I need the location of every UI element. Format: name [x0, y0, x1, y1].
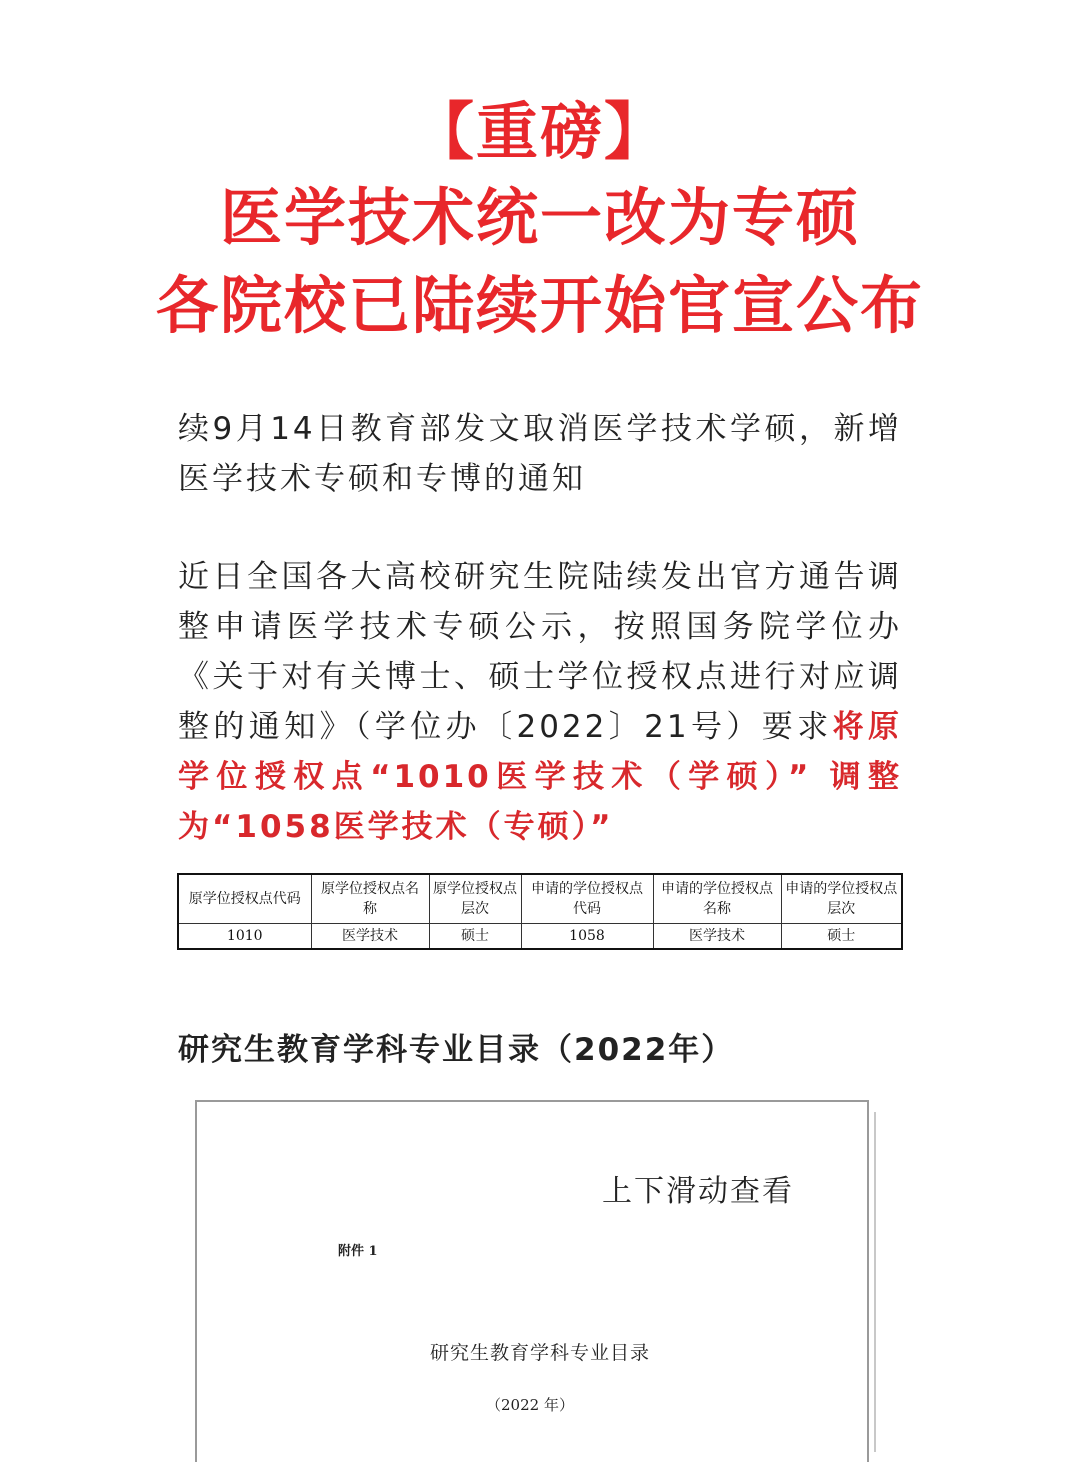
notice-paragraph: [178, 552, 902, 852]
headline-line-2: 医学技术统一改为专硕: [219, 181, 860, 254]
notice-highlight: 将原学位授权点“1010医学技术（学硕）” 调整为“1058医学技术（专硕）”: [178, 709, 903, 845]
document-year: （2022 年）: [486, 1396, 574, 1414]
headline-line-1: 【重磅】: [411, 95, 668, 168]
table-header-cell: 原学位授权点名称: [311, 874, 429, 924]
scroll-hint: 上下滑动查看: [602, 1174, 794, 1209]
table-cell: 医学技术: [311, 924, 429, 950]
table-cell: 1010: [178, 924, 311, 950]
attachment-label: 附件 1: [338, 1244, 378, 1259]
table-cell: 1058: [521, 924, 653, 950]
intro-paragraph: 续9月14日教育部发文取消医学技术学硕，新增医学技术专硕和专博的通知: [178, 411, 902, 497]
table-cell: 硕士: [429, 924, 521, 950]
notice-text: 近日全国各大高校研究生院陆续发出官方通告调整申请医学技术专硕公示，按照国务院学位办《关于对有关博士、硕士学位授权点进行对应调整的通知》（学位办〔2022〕21号）要求: [178, 559, 902, 745]
section-title: 研究生教育学科专业目录（2022年）: [178, 1032, 735, 1068]
table-header-cell: 申请的学位授权点代码: [521, 874, 653, 924]
table-header-cell: 原学位授权点代码: [178, 874, 311, 924]
authorization-table: [177, 873, 903, 950]
table-header-row: [178, 874, 902, 924]
table-cell: 硕士: [781, 924, 902, 950]
table-header-cell: 原学位授权点层次: [429, 874, 521, 924]
table-cell: 医学技术: [653, 924, 781, 950]
document-title: 研究生教育学科专业目录: [429, 1342, 650, 1364]
table-header-cell: 申请的学位授权点名称: [653, 874, 781, 924]
table-header-cell: 申请的学位授权点层次: [781, 874, 902, 924]
headline-line-3: 各院校已陆续开始官宣公布: [155, 269, 924, 342]
table-row: [178, 924, 902, 950]
